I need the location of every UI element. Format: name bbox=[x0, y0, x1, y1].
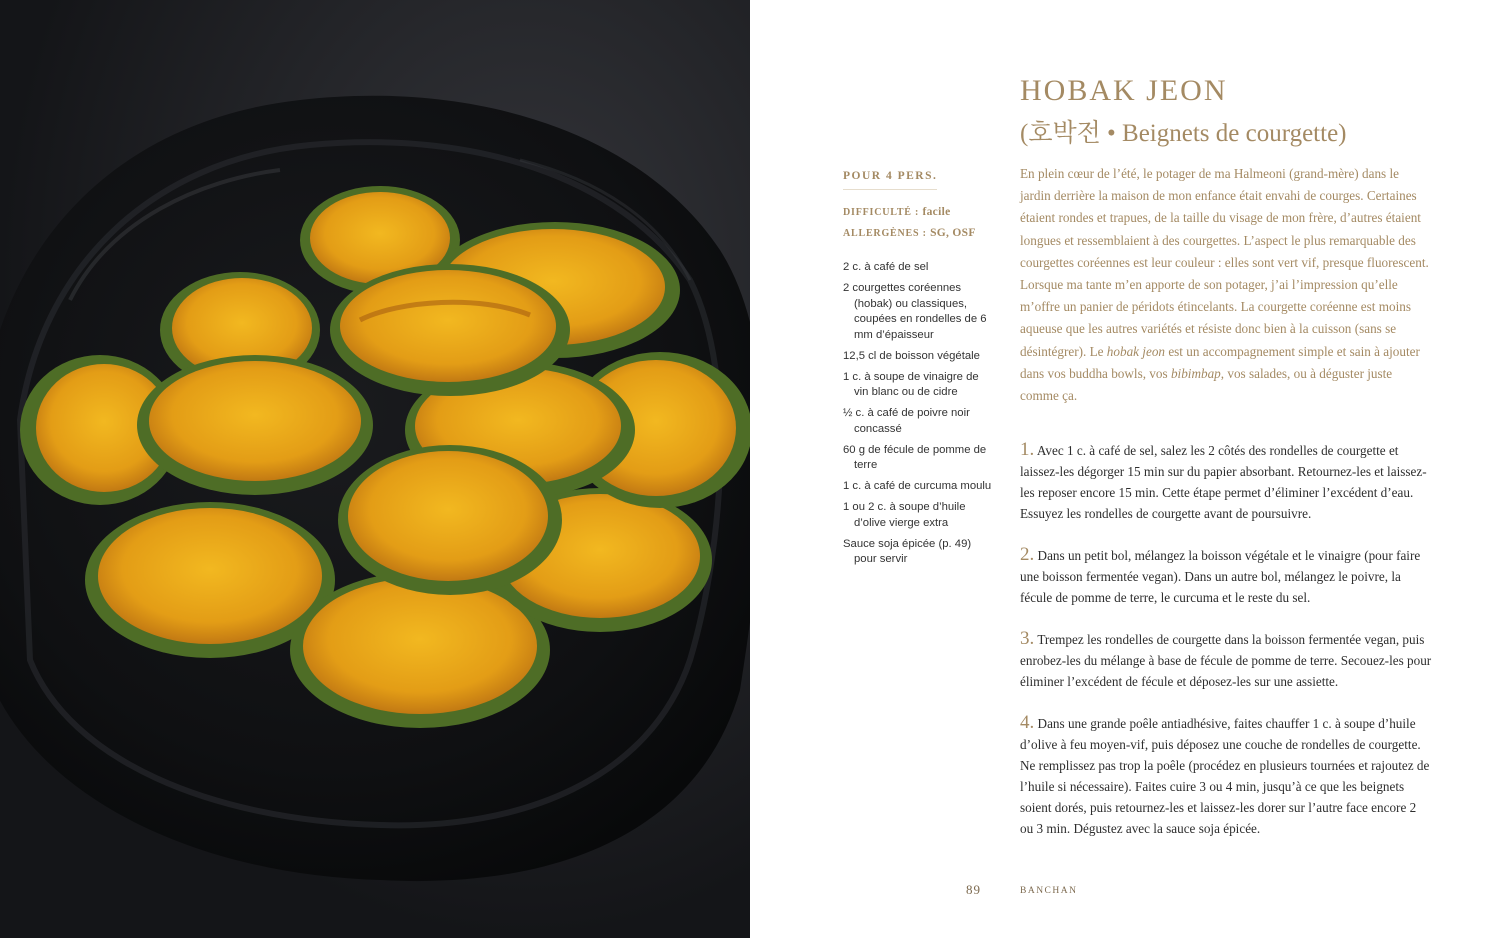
recipe-steps bbox=[1020, 439, 1432, 859]
allergens-label: ALLERGÈNES : bbox=[843, 228, 927, 239]
servings-label: POUR 4 PERS. bbox=[843, 170, 937, 190]
step-text: Dans une grande poêle antiadhésive, faites chauffer 1 c. à soupe d’huile d’olive à feu moyen-vif, puis déposez une couche de rondelles de courgette. Ne remplissez pas trop la poêle (procédez en plusieurs tournées et rajoutez de l’huile si nécessaire). Faites cuire 3 ou 4 min, jusqu’à ce que les beignets soient dorés, puis retournez-les et laissez-les dorer sur l’autre face encore 2 ou 3 min. Dégustez avec la sauce soja épicée. bbox=[1020, 716, 1430, 836]
ingredient-item: 2 courgettes coréennes (hobak) ou classiques, coupées en rondelles de 6 mm d’épaisseur bbox=[843, 282, 987, 341]
step-2 bbox=[1020, 544, 1432, 608]
step-4 bbox=[1020, 712, 1432, 839]
step-number: 2. bbox=[1020, 544, 1035, 565]
recipe-meta bbox=[843, 202, 993, 244]
page-number: 89 bbox=[966, 882, 981, 897]
ingredient-item: 2 c. à café de sel bbox=[843, 261, 929, 273]
fritter bbox=[338, 445, 562, 595]
fritter bbox=[330, 264, 570, 396]
step-text: Trempez les rondelles de courgette dans la boisson fermentée vegan, puis enrobez-les du mélange à base de fécule de pomme de terre. Secouez-les pour éliminer l’excédent de fécule et déposez-les sur une assiette. bbox=[1020, 632, 1432, 689]
intro-text: En plein cœur de l’été, le potager de ma Halmeoni (grand-mère) dans le jardin derrière la maison de mon enfance était envahi de courges. Certaines étaient rondes et trapues, de la taille du visage de mon frère, d’autres étaient longues et ressemblaient à des courgettes. L’aspect le plus remarquable des courgettes coréennes est leur couleur : elles sont vert vif, presque fluorescent. Lorsque ma tante m’en apporte de son potager, j’ai l’impression qu’elle m’offre un panier de péridots étincelants. La courgette coréenne est moins aqueuse que les autres variétés et résiste donc bien à la cuisson (sans se désintégrer). Le bbox=[1020, 166, 1429, 359]
step-1 bbox=[1020, 439, 1432, 524]
running-head: BANCHAN bbox=[1020, 886, 1078, 896]
difficulty-row bbox=[843, 202, 993, 223]
recipe-title: HOBAK JEON bbox=[1020, 74, 1228, 107]
ingredient-item: 1 ou 2 c. à soupe d’huile d’olive vierge extra bbox=[843, 501, 966, 529]
step-number: 4. bbox=[1020, 712, 1035, 733]
ingredient-item: 1 c. à café de curcuma moulu bbox=[843, 480, 992, 492]
allergens-row bbox=[843, 223, 993, 244]
recipe-sidebar bbox=[843, 166, 993, 573]
ingredient-list bbox=[843, 260, 993, 568]
intro-emphasis-bibimbap: bibimbap bbox=[1170, 365, 1221, 381]
allergens-value: SG, OSF bbox=[930, 227, 976, 239]
ingredient-item: 12,5 cl de boisson végétale bbox=[843, 349, 980, 362]
ingredient-item: Sauce soja épicée (p. 49) pour servir bbox=[843, 537, 972, 565]
fritter bbox=[137, 355, 373, 495]
difficulty-label: DIFFICULTÉ : bbox=[843, 207, 920, 218]
step-text: Avec 1 c. à café de sel, salez les 2 côtés des rondelles de courgette et laissez-les dégorger 15 min sur du papier absorbant. Retournez-les et laissez-les reposer encore 15 min. Cette étape permet d’éliminer l’excédent d’eau. Essuyez les rondelles de courgette avant de poursuivre. bbox=[1020, 443, 1427, 521]
step-number: 1. bbox=[1020, 439, 1035, 460]
difficulty-value: facile bbox=[922, 206, 951, 218]
intro-text: , vos salades, ou à déguster juste comme ça. bbox=[1020, 365, 1393, 404]
recipe-subtitle: (호박전 • Beignets de courgette) bbox=[1020, 120, 1347, 147]
recipe-intro bbox=[1020, 163, 1430, 407]
ingredient-item: ½ c. à café de poivre noir concassé bbox=[843, 407, 970, 435]
ingredient-item: 1 c. à soupe de vinaigre de vin blanc ou de cidre bbox=[843, 370, 979, 398]
recipe-page bbox=[750, 0, 1500, 938]
ingredient-item: 60 g de fécule de pomme de terre bbox=[843, 443, 987, 471]
step-3 bbox=[1020, 628, 1432, 692]
intro-emphasis-hobak-jeon: hobak jeon bbox=[1106, 343, 1166, 359]
step-text: Dans un petit bol, mélangez la boisson végétale et le vinaigre (pour faire une boisson fermentée vegan). Dans un autre bol, mélangez le poivre, la fécule de pomme de terre, le curcuma et le reste du sel. bbox=[1020, 548, 1421, 605]
step-number: 3. bbox=[1020, 628, 1035, 649]
intro-text: est un accompagnement simple et sain à ajouter dans vos buddha bowls, vos bbox=[1020, 343, 1420, 381]
